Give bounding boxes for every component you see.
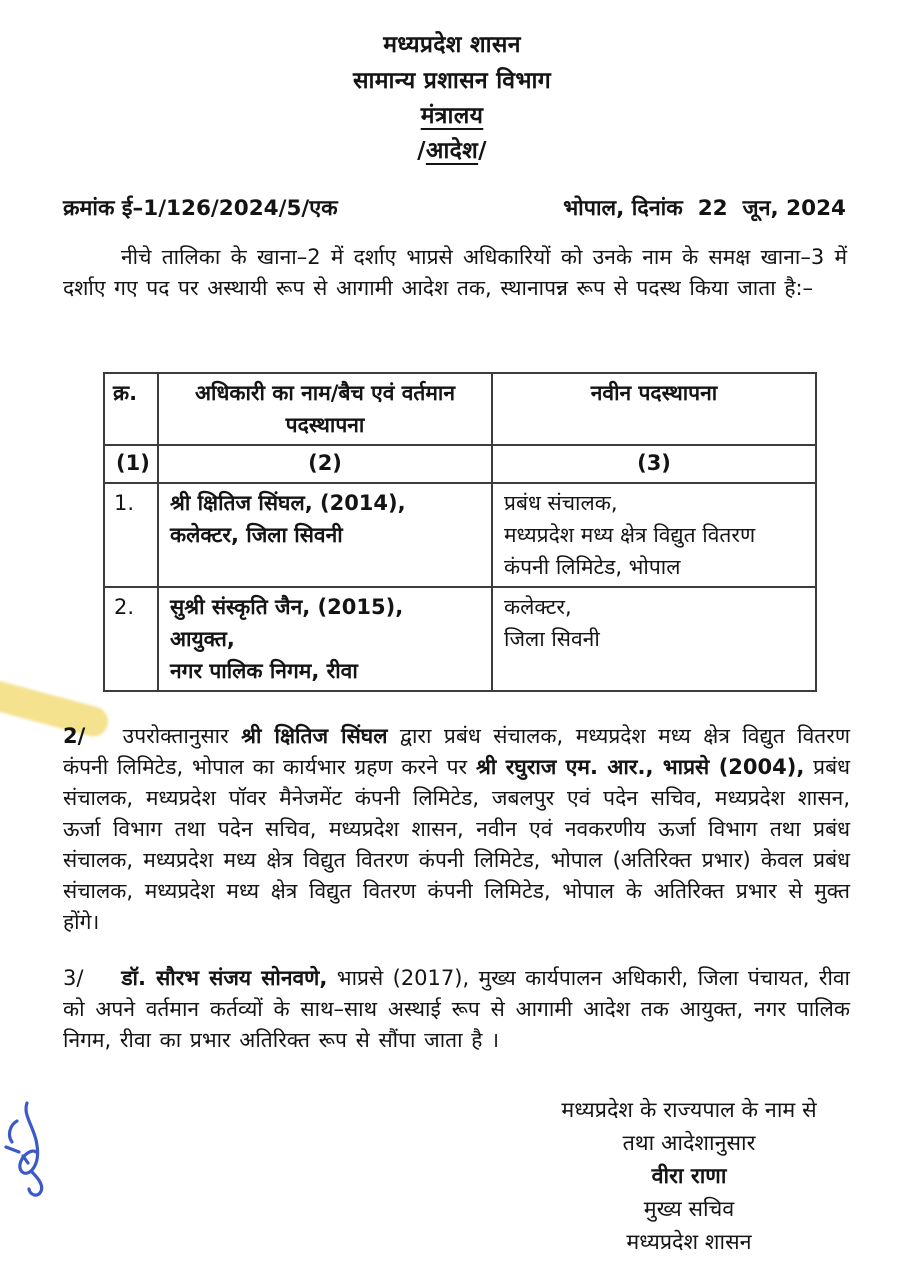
letterhead-government: मध्यप्रदेश शासन: [383, 32, 521, 58]
header-current-posting: अधिकारी का नाम/बैच एवं वर्तमान पदस्थापना: [158, 373, 492, 445]
row2-serial: 2.: [104, 587, 158, 691]
cell-line: श्री क्षितिज सिंघल, (2014),: [170, 491, 406, 515]
text-segment: 2/: [63, 724, 86, 748]
cell-line: कंपनी लिमिटेड, भोपाल: [504, 555, 681, 579]
paragraph-2: [63, 721, 859, 938]
table-numbering-row: [104, 445, 816, 483]
header-new-posting: नवीन पदस्थापना: [492, 373, 816, 445]
place-and-date: भोपाल, दिनांक 22 जून, 2024: [563, 196, 846, 221]
cell-line: कलेक्टर,: [504, 595, 572, 619]
row2-new-posting: [492, 587, 816, 691]
numbering-col3: (3): [492, 445, 816, 483]
cell-line: सुश्री संस्कृति जैन, (2015),: [170, 595, 404, 619]
letterhead-ministry: [0, 98, 904, 130]
signatory-designation: मुख्य सचिव: [643, 1197, 735, 1222]
text-segment: द्वारा प्रबंध संचालक, मध्यप्रदेश मध्य क्षेत्र विद्युत वितरण कंपनी लिमिटेड, भोपाल का कार्यभार ग्रहण करने पर: [63, 724, 859, 779]
signature-block: [515, 1094, 863, 1259]
blue-pen-scribble: [2, 1096, 72, 1201]
row1-serial: 1.: [104, 483, 158, 587]
cell-line: प्रबंध संचालक,: [504, 491, 618, 515]
letterhead-department: सामान्य प्रशासन विभाग: [352, 68, 552, 94]
paragraph-3: [63, 963, 859, 1056]
text-segment: डॉ. सौरभ संजय सोनवणे,: [121, 966, 328, 990]
order-open-slash: /: [417, 138, 426, 164]
signature-on-behalf: मध्यप्रदेश के राज्यपाल के नाम से: [561, 1098, 817, 1123]
intro-paragraph: नीचे तालिका के खाना–2 में दर्शाए भाप्रसे अधिकारियों को उनके नाम के समक्ष खाना–3 में दर्शाए गए पद पर अस्थायी रूप से आगामी आदेश तक, स्थानापन्न रूप से पदस्थ किया जाता है:–: [63, 245, 856, 300]
row2-current-posting: [158, 587, 492, 691]
row1-current-posting: [158, 483, 492, 587]
text-segment: श्री रघुराज एम. आर., भाप्रसे (2004),: [475, 755, 805, 779]
text-segment: 3/: [63, 966, 84, 990]
cell-line: आयुक्त,: [170, 627, 235, 651]
text-segment: उपरोक्तानुसार: [85, 724, 242, 748]
numbering-col1: (1): [104, 445, 158, 483]
signatory-name: वीरा राणा: [651, 1164, 727, 1189]
signature-as-ordered: तथा आदेशानुसार: [622, 1131, 756, 1156]
table-header-row: [104, 373, 816, 445]
order-word: आदेश: [425, 138, 479, 164]
text-segment: भाप्रसे (2017), मुख्य कार्यपालन अधिकारी, जिला पंचायत, रीवा को अपने वर्तमान कर्तव्यों के साथ–साथ अस्थाई रूप से आगामी आदेश तक आयुक्त, नगर पालिक निगम, रीवा का प्रभार अतिरिक्त रूप से सौंपा जाता है ।: [63, 966, 859, 1052]
table-row: [104, 483, 816, 587]
row1-new-posting: [492, 483, 816, 587]
cell-line: मध्यप्रदेश मध्य क्षेत्र विद्युत वितरण: [504, 523, 756, 547]
order-close-slash: /: [478, 138, 487, 164]
header-serial: क्र.: [104, 373, 158, 445]
text-segment: श्री क्षितिज सिंघल: [241, 724, 388, 748]
ministry-label: मंत्रालय: [420, 103, 484, 129]
cell-line: कलेक्टर, जिला सिवनी: [170, 523, 343, 547]
order-number: क्रमांक ई–1/126/2024/5/एक: [63, 196, 338, 221]
postings-table-container: [103, 372, 817, 692]
cell-line: नगर पालिक निगम, रीवा: [170, 659, 358, 683]
text-segment: [83, 966, 121, 990]
postings-table: [103, 372, 817, 692]
cell-line: जिला सिवनी: [504, 627, 600, 651]
text-segment: प्रबंध संचालक, मध्यप्रदेश पॉवर मैनेजमेंट कंपनी लिमिटेड, जबलपुर एवं पदेन सचिव, मध्यप्रदेश शासन, ऊर्जा विभाग तथा पदेन सचिव, मध्यप्रदेश शासन, नवीन एवं नवकरणीय ऊर्जा विभाग तथा प्रबंध संचालक, मध्यप्रदेश मध्य क्षेत्र विद्युत वितरण कंपनी लिमिटेड, भोपाल (अतिरिक्त प्रभार) केवल प्रबंध संचालक, मध्यप्रदेश मध्य क्षेत्र विद्युत वितरण कंपनी लिमिटेड, भोपाल के अतिरिक्त प्रभार से मुक्त होंगे।: [63, 755, 859, 934]
reference-row: [63, 193, 846, 222]
numbering-col2: (2): [158, 445, 492, 483]
table-row: [104, 587, 816, 691]
order-title: [0, 133, 904, 165]
signatory-organization: मध्यप्रदेश शासन: [626, 1230, 752, 1255]
